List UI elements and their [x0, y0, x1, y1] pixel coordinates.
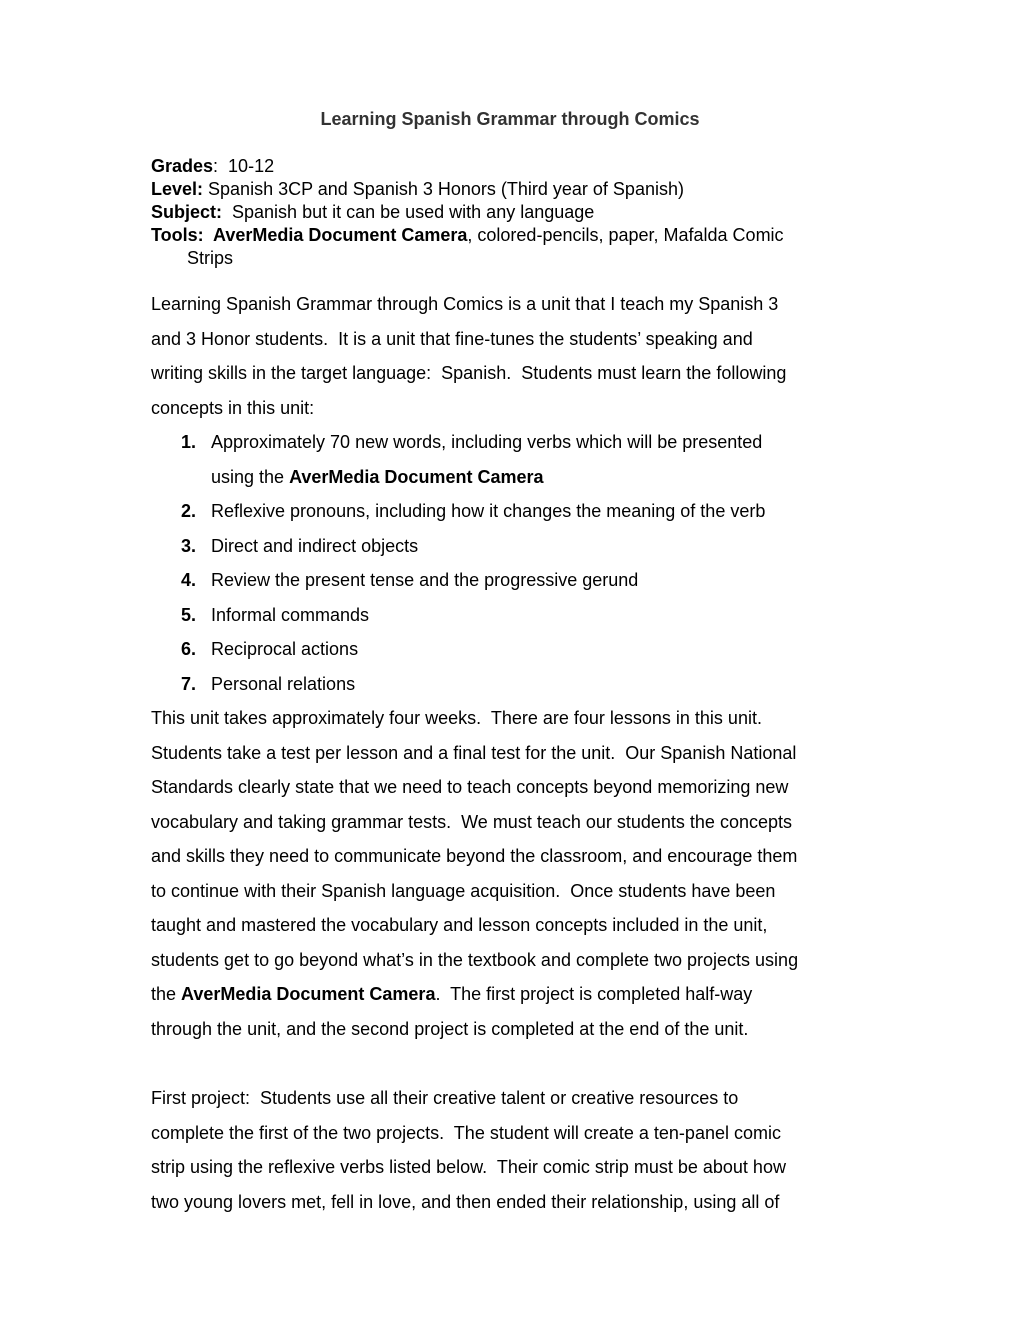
list-item-line [151, 632, 765, 667]
list-number: 1. [181, 432, 197, 452]
text-run: using the [211, 466, 290, 487]
paragraph-line [151, 874, 798, 909]
list-number: 7. [181, 673, 197, 694]
list-item-line [151, 460, 765, 495]
paragraph [151, 1081, 786, 1219]
list-number: 5. [181, 604, 197, 625]
paragraph-line [151, 736, 798, 771]
text-run: First project: Students use all their creative talent or creative resources to [151, 1088, 739, 1108]
subject-row [151, 201, 784, 224]
subject-value: Spanish but it can be used with any language [222, 202, 595, 222]
text-run: Reflexive pronouns, including how it changes the meaning of the verb [211, 501, 766, 521]
paragraph-line [151, 1012, 798, 1047]
paragraph-line [151, 1081, 786, 1116]
tools-label: Tools: AverMedia Document Camera [151, 225, 468, 245]
text-run: Direct and indirect objects [211, 535, 419, 556]
text-run: students get to go beyond what’s in the textbook and complete two projects using [151, 949, 799, 970]
paragraph-line [151, 943, 798, 978]
subject-label: Subject: [151, 202, 223, 222]
text-run: . The first project is completed half-way [435, 984, 753, 1004]
bold-text: AverMedia Document Camera [289, 466, 544, 487]
paragraph-line [151, 1150, 786, 1185]
paragraph-line [151, 1116, 786, 1151]
grades-value: : 10-12 [213, 156, 275, 176]
concepts-list [151, 425, 765, 701]
text-run: This unit takes approximately four weeks. There are four lessons in this unit. [151, 708, 762, 728]
text-run: taught and mastered the vocabulary and lesson concepts included in the unit, [151, 915, 768, 935]
text-run: vocabulary and taking grammar tests. We must teach our students the concepts [151, 811, 792, 832]
text-run: and 3 Honor students. It is a unit that fine-tunes the students’ speaking and [151, 328, 753, 349]
level-label: Level: [151, 179, 204, 199]
paragraph-line [151, 908, 798, 943]
lesson-metadata [151, 155, 784, 270]
tools-value: , colored-pencils, paper, Mafalda Comic [467, 225, 784, 245]
text-run: complete the first of the two projects. The student will create a ten-panel comic [151, 1122, 781, 1143]
text-run: Students take a test per lesson and a final test for the unit. Our Spanish National [151, 742, 797, 763]
text-run: and skills they need to communicate beyond the classroom, and encourage them [151, 846, 798, 866]
paragraph-line [151, 805, 798, 840]
text-run: strip using the reflexive verbs listed below. Their comic strip must be about how [151, 1157, 786, 1177]
grades-row [151, 155, 784, 178]
paragraph-line [151, 322, 786, 357]
text-run: through the unit, and the second project is completed at the end of the unit. [151, 1018, 749, 1039]
paragraph-line [151, 770, 798, 805]
bold-text: AverMedia Document Camera [181, 984, 436, 1004]
text-run: writing skills in the target language: Spanish. Students must learn the following [151, 363, 787, 383]
level-value: Spanish 3CP and Spanish 3 Honors (Third year of Spanish) [203, 179, 684, 199]
text-run: Reciprocal actions [211, 639, 359, 659]
text-run: Personal relations [211, 673, 356, 694]
paragraph [151, 287, 786, 425]
text-run: the [151, 984, 182, 1004]
paragraph-line [151, 356, 786, 391]
text-run: Informal commands [211, 604, 370, 625]
paragraph-line [151, 391, 786, 426]
text-run: concepts in this unit: [151, 397, 315, 418]
paragraph-line [151, 1185, 786, 1220]
tools-row [151, 224, 784, 247]
text-run: Standards clearly state that we need to teach concepts beyond memorizing new [151, 777, 789, 797]
list-item-line [151, 667, 765, 702]
text-run: Learning Spanish Grammar through Comics is a unit that I teach my Spanish 3 [151, 294, 779, 314]
text-run: to continue with their Spanish language acquisition. Once students have been [151, 880, 776, 901]
list-item-line [151, 563, 765, 598]
paragraph-line [151, 839, 798, 874]
list-number: 4. [181, 570, 197, 590]
paragraph [151, 701, 798, 1046]
tools-continuation: Strips [187, 248, 234, 268]
list-item-line [151, 425, 765, 460]
text-run: two young lovers met, fell in love, and then ended their relationship, using all of [151, 1191, 780, 1212]
grades-label: Grades [151, 156, 214, 176]
list-item-line [151, 494, 765, 529]
document-title: Learning Spanish Grammar through Comics [320, 109, 700, 129]
paragraph-line [151, 701, 798, 736]
paragraph-line [151, 287, 786, 322]
paragraph-line [151, 977, 798, 1012]
list-item-line [151, 529, 765, 564]
text-run: Approximately 70 new words, including verbs which will be presented [211, 432, 763, 452]
list-number: 3. [181, 535, 197, 556]
text-run: Review the present tense and the progressive gerund [211, 570, 639, 590]
list-number: 6. [181, 639, 197, 659]
list-item-line [151, 598, 765, 633]
level-row [151, 178, 784, 201]
list-number: 2. [181, 501, 197, 521]
